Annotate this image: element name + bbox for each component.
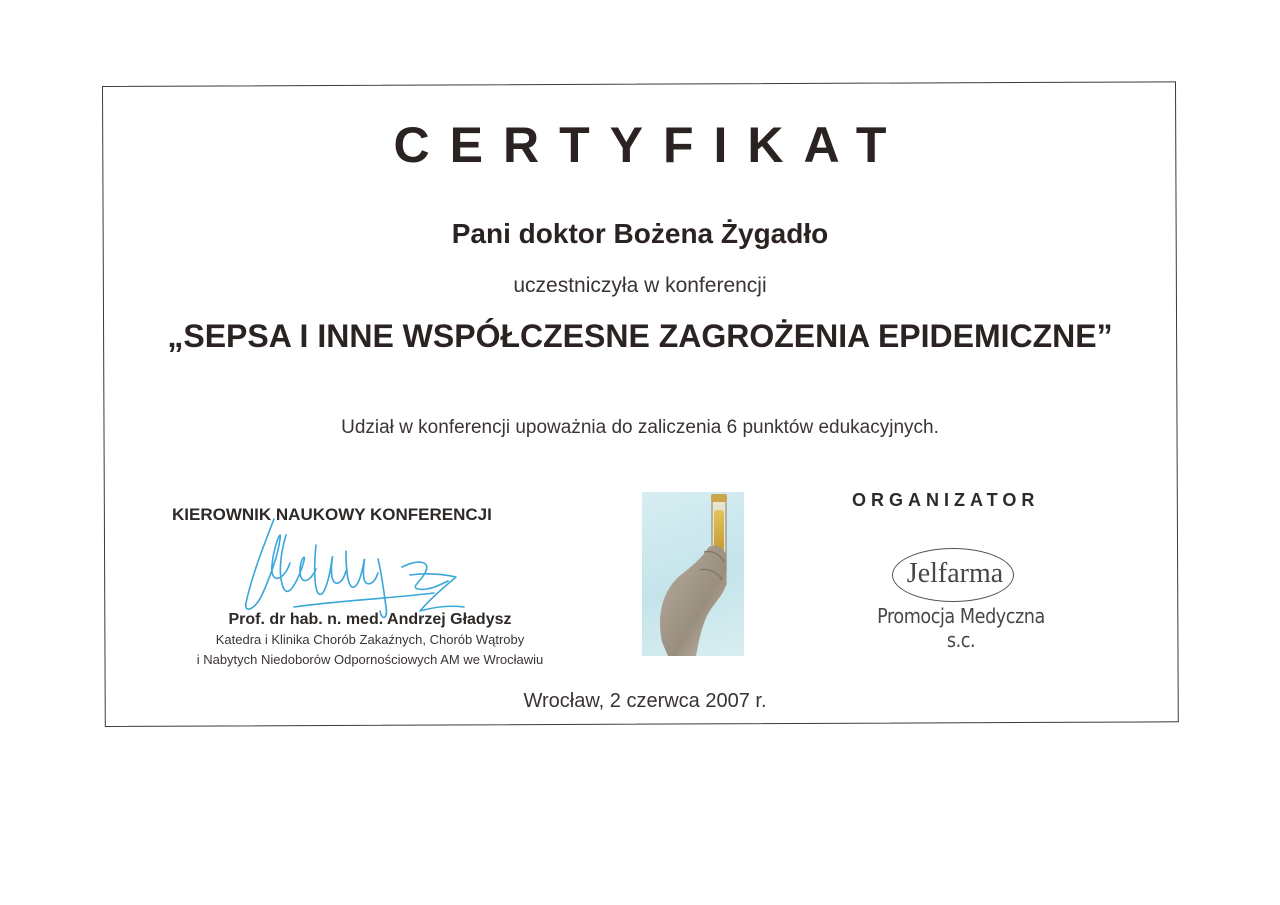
place-and-date: Wrocław, 2 czerwca 2007 r. [523,690,767,712]
logo-subtitle: Promocja Medyczna s.c. [877,604,1045,652]
education-points-note: Udział w konferencji upoważnia do zaliczenia 6 punktów edukacyjnych. [341,417,939,438]
participation-text: uczestniczyła w konferencji [513,274,767,297]
logo-brand-text: Jelfarma [906,558,1004,589]
conference-name: „SEPSA I INNE WSPÓŁCZESNE ZAGROŻENIA EPIDEMICZNE” [167,318,1113,354]
gloved-hand-vial-photo [642,492,744,656]
organizer-heading: ORGANIZATOR [852,490,1040,510]
director-department-line2: i Nabytych Niedoborów Odpornościowych AM we Wrocławiu [196,652,544,667]
jelfarma-logo [848,544,1074,652]
scientific-director-heading: KIEROWNIK NAUKOWY KONFERENCJI [172,505,492,524]
signature-icon [234,515,474,625]
director-department-line1: Katedra i Klinika Chorób Zakaźnych, Chorób Wątroby [215,632,525,647]
certificate-title: CERTYFIKAT [393,117,907,173]
vial-hand-icon [642,492,744,656]
recipient-name: Pani doktor Bożena Żygadło [451,218,829,249]
director-name: Prof. dr hab. n. med. Andrzej Gładysz [228,611,512,628]
